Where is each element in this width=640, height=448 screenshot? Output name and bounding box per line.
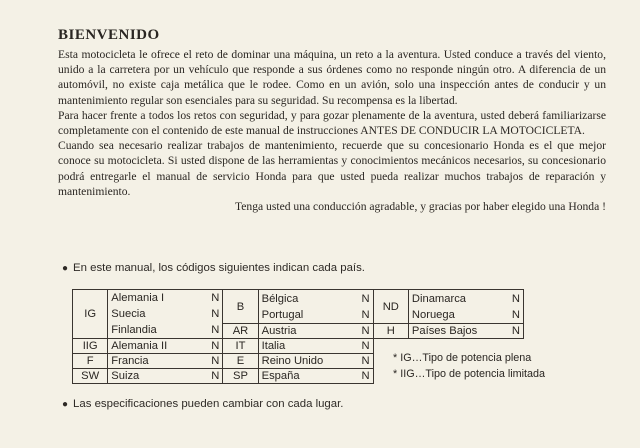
flag-n: N: [204, 339, 223, 354]
flag-n: N: [211, 292, 220, 304]
flag-n: N: [211, 308, 220, 320]
paragraph-1: Esta motocicleta le ofrece el reto de dominar una máquina, un reto a la aventura. Usted conduce a través del viento, unido a la carretera por un vehículo que responde a sus órdenes como no responde ningún otro. A diferencia de un automóvil, no existe caja metálica que le rodee. Como en un avión, solo una inspección antes de conducir y un mantenimiento regular son esenciales para su seguridad. Su recompensa es la libertad.: [58, 48, 606, 107]
country-cell: [258, 290, 354, 324]
country-paises-bajos: Países Bajos: [408, 324, 504, 339]
specs-note-text: Las especificaciones pueden cambiar con cada lugar.: [73, 398, 344, 410]
legend-iig: * IIG…Tipo de potencia limitada: [393, 368, 546, 380]
country-austria: Austria: [258, 324, 354, 339]
bullet-icon: ●: [62, 399, 69, 410]
code-e: E: [223, 354, 258, 369]
country-portugal: Portugal: [261, 308, 304, 321]
code-sp: SP: [223, 369, 258, 384]
country-alemania-i: Alemania I: [111, 292, 165, 304]
country-cell: [408, 290, 504, 324]
country-codes-note: [62, 262, 365, 274]
flag-n: N: [354, 339, 373, 354]
flag-n: N: [354, 324, 373, 339]
code-h: H: [373, 324, 408, 339]
country-codes-note-text: En este manual, los códigos siguientes indican cada país.: [73, 262, 365, 274]
country-suiza: Suiza: [108, 369, 204, 384]
bullet-icon: ●: [62, 263, 69, 274]
flag-n: N: [204, 369, 223, 384]
flag-n: N: [361, 308, 370, 321]
flag-n: N: [361, 292, 370, 305]
code-b: B: [223, 290, 258, 324]
specs-note: [62, 398, 343, 410]
country-dinamarca: Dinamarca: [411, 292, 467, 305]
country-noruega: Noruega: [411, 308, 455, 321]
code-f: F: [73, 354, 108, 369]
legend-ig: * IG…Tipo de potencia plena: [393, 352, 532, 364]
country-belgica: Bélgica: [261, 292, 299, 305]
paragraph-3: Cuando sea necesario realizar trabajos de mantenimiento, recuerde que su concesionario Honda es el que mejor conoce su motocicleta. Si usted dispone de las herramientas y conocimientos mecánicos necesarios, su concesionario podrá entregarle el manual de servicio Honda para que usted pueda realizar muchos trabajos de reparación y mantenimiento.: [58, 139, 606, 198]
page-title: BIENVENIDO: [58, 27, 160, 43]
code-nd: ND: [373, 290, 408, 324]
flag-n: N: [354, 354, 373, 369]
code-iig: IIG: [73, 339, 108, 354]
flag-cell: [204, 290, 223, 339]
paragraph-2: Para hacer frente a todos los retos con seguridad, y para gozar plenamente de la aventura, usted deberá familiarizarse completamente con el contenido de este manual de instrucciones ANTES DE CONDUCIR LA MOTOCICLETA.: [58, 108, 606, 138]
country-reino-unido: Reino Unido: [258, 354, 354, 369]
code-sw: SW: [73, 369, 108, 384]
code-ar: AR: [223, 324, 258, 339]
closing-line: Tenga usted una conducción agradable, y gracias por haber elegido una Honda !: [234, 200, 606, 214]
country-espana: España: [258, 369, 354, 384]
flag-n: N: [354, 369, 373, 384]
flag-n: N: [211, 324, 220, 336]
code-it: IT: [223, 339, 258, 354]
flag-n: N: [511, 308, 520, 321]
country-finlandia: Finlandia: [111, 324, 157, 336]
code-ig: IG: [73, 290, 108, 339]
country-suecia: Suecia: [111, 308, 146, 320]
flag-cell: [505, 290, 524, 324]
country-alemania-ii: Alemania II: [108, 339, 204, 354]
country-cell: [108, 290, 204, 339]
intro-text: [58, 47, 606, 214]
flag-cell: [354, 290, 373, 324]
country-francia: Francia: [108, 354, 204, 369]
flag-n: N: [505, 324, 524, 339]
flag-n: N: [511, 292, 520, 305]
country-italia: Italia: [258, 339, 354, 354]
flag-n: N: [204, 354, 223, 369]
